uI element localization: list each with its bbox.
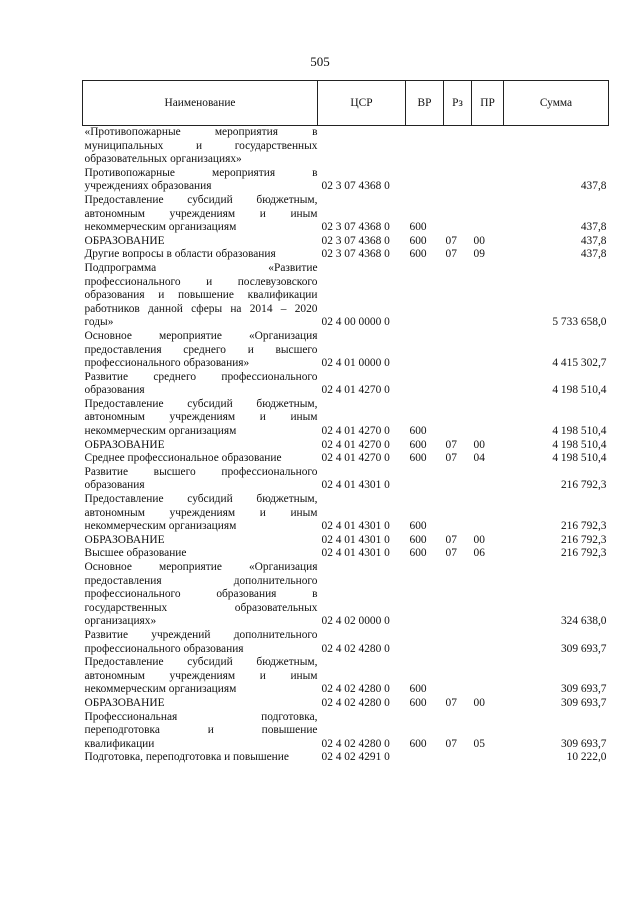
table-row xyxy=(83,398,609,439)
row-name-line: Высшее образование xyxy=(84,547,187,560)
row-amount: 4 198 510,4 xyxy=(552,425,607,438)
row-rz: 07 xyxy=(445,438,457,451)
row-amount: 4 415 302,7 xyxy=(552,357,607,370)
row-vr: 600 xyxy=(409,438,427,451)
row-pr xyxy=(472,194,504,235)
row-csr: 02 4 02 4280 0 xyxy=(321,683,390,696)
row-pr: 09 xyxy=(473,248,485,261)
row-name-line: автономным учреждениям и иным xyxy=(84,506,318,519)
row-name xyxy=(83,697,318,711)
row-amount: 324 638,0 xyxy=(560,615,607,628)
row-amount: 4 198 510,4 xyxy=(552,384,607,397)
row-rz: 07 xyxy=(445,533,457,546)
table-row xyxy=(83,167,609,194)
row-amount: 4 198 510,4 xyxy=(552,438,607,451)
row-pr: 04 xyxy=(473,452,485,465)
row-name xyxy=(83,751,318,765)
row-rz xyxy=(444,194,472,235)
header-amount: Сумма xyxy=(504,81,609,126)
row-name xyxy=(83,534,318,548)
row-csr: 02 3 07 4368 0 xyxy=(321,234,390,247)
row-csr: 02 4 01 4301 0 xyxy=(321,533,390,546)
header-pr: ПР xyxy=(472,81,504,126)
row-amount: 309 693,7 xyxy=(560,737,607,750)
row-vr: 600 xyxy=(409,452,427,465)
row-name-line: годы» xyxy=(84,316,114,329)
row-name-line: ОБРАЗОВАНИЕ xyxy=(84,696,165,709)
row-csr: 02 3 07 4368 0 xyxy=(321,248,390,261)
row-rz xyxy=(444,330,472,371)
row-pr: 00 xyxy=(473,696,485,709)
header-name: Наименование xyxy=(83,81,318,126)
row-name xyxy=(83,493,318,534)
table-row xyxy=(83,561,609,629)
row-vr xyxy=(406,371,444,398)
row-name xyxy=(83,561,318,629)
row-vr xyxy=(406,751,444,765)
header-rz: Рз xyxy=(444,81,472,126)
row-pr xyxy=(472,262,504,330)
row-rz: 07 xyxy=(445,248,457,261)
row-pr xyxy=(472,561,504,629)
row-csr: 02 4 02 4291 0 xyxy=(321,751,390,764)
row-name-line: «Противопожарные мероприятия в xyxy=(84,126,318,138)
row-amount: 216 792,3 xyxy=(560,533,607,546)
row-csr: 02 4 01 0000 0 xyxy=(321,357,390,370)
row-pr xyxy=(472,371,504,398)
row-name xyxy=(83,167,318,194)
row-csr: 02 4 00 0000 0 xyxy=(321,316,390,329)
table-header xyxy=(83,81,609,126)
row-csr: 02 4 02 4280 0 xyxy=(321,642,390,655)
row-name-line: ОБРАЗОВАНИЕ xyxy=(84,438,165,451)
table-row xyxy=(83,547,609,561)
row-vr: 600 xyxy=(409,547,427,560)
row-rz: 07 xyxy=(445,696,457,709)
row-name xyxy=(83,194,318,235)
row-name xyxy=(83,629,318,656)
row-rz xyxy=(444,751,472,765)
row-amount: 10 222,0 xyxy=(566,751,607,764)
row-amount: 437,8 xyxy=(580,221,607,234)
row-pr: 00 xyxy=(473,234,485,247)
row-name-line: образования и повышение квалификации xyxy=(84,289,318,302)
table-body xyxy=(83,126,609,765)
row-name-line: переподготовка и повышение xyxy=(84,724,318,737)
row-csr: 02 4 02 4280 0 xyxy=(321,737,390,750)
row-pr xyxy=(472,751,504,765)
row-name-line: образовательных организациях» xyxy=(84,153,242,166)
table-row xyxy=(83,656,609,697)
row-name-line: автономным учреждениям и иным xyxy=(84,669,318,682)
row-name xyxy=(83,262,318,330)
row-pr: 06 xyxy=(473,547,485,560)
row-csr: 02 3 07 4368 0 xyxy=(321,180,390,193)
row-rz xyxy=(444,629,472,656)
row-name-line: работников данной сферы на 2014 – 2020 xyxy=(84,302,318,315)
budget-table xyxy=(82,80,609,765)
row-name xyxy=(83,248,318,262)
row-pr xyxy=(472,167,504,194)
row-name-line: профессионального образования» xyxy=(84,357,250,370)
header-csr: ЦСР xyxy=(318,81,406,126)
row-name-line: автономным учреждениям и иным xyxy=(84,207,318,220)
row-name-line: Развитие высшего профессионального xyxy=(84,465,318,478)
table-row xyxy=(83,751,609,765)
row-rz xyxy=(444,126,472,167)
row-name-line: Предоставление субсидий бюджетным, xyxy=(84,656,318,669)
table-row xyxy=(83,439,609,453)
table-row xyxy=(83,330,609,371)
row-name xyxy=(83,398,318,439)
row-csr: 02 4 02 0000 0 xyxy=(321,615,390,628)
row-vr: 600 xyxy=(409,221,427,234)
row-name xyxy=(83,711,318,752)
row-name-line: Среднее профессиональное образование xyxy=(84,452,282,465)
row-csr xyxy=(318,126,406,167)
row-vr xyxy=(406,126,444,167)
row-name-line: образования xyxy=(84,384,145,397)
row-rz: 07 xyxy=(445,737,457,750)
row-amount: 437,8 xyxy=(580,248,607,261)
row-amount: 309 693,7 xyxy=(560,642,607,655)
row-name-line: муниципальных и государственных xyxy=(84,139,318,152)
table-row xyxy=(83,466,609,493)
row-name-line: Предоставление субсидий бюджетным, xyxy=(84,193,318,206)
row-name-line: ОБРАЗОВАНИЕ xyxy=(84,533,165,546)
row-name-line: Подготовка, переподготовка и повышение xyxy=(84,751,289,764)
row-rz xyxy=(444,493,472,534)
row-pr xyxy=(472,629,504,656)
row-name xyxy=(83,235,318,249)
row-vr: 600 xyxy=(409,533,427,546)
row-name-line: Основное мероприятие «Организация xyxy=(84,561,318,573)
row-name-line: ОБРАЗОВАНИЕ xyxy=(84,234,165,247)
table-row xyxy=(83,262,609,330)
row-pr xyxy=(472,126,504,167)
row-name-line: некоммерческим организациям xyxy=(84,221,237,234)
row-vr: 600 xyxy=(409,696,427,709)
row-name-line: Основное мероприятие «Организация xyxy=(84,329,318,342)
row-rz xyxy=(444,262,472,330)
row-csr: 02 4 01 4301 0 xyxy=(321,547,390,560)
row-pr xyxy=(472,656,504,697)
row-vr xyxy=(406,561,444,629)
table-row xyxy=(83,697,609,711)
row-name-line: образования xyxy=(84,479,145,492)
row-name-line: Подпрограмма «Развитие xyxy=(84,261,318,274)
row-amount: 216 792,3 xyxy=(560,547,607,560)
row-csr: 02 4 01 4270 0 xyxy=(321,384,390,397)
row-pr xyxy=(472,398,504,439)
header-vr: ВР xyxy=(406,81,444,126)
row-vr xyxy=(406,330,444,371)
row-rz xyxy=(444,561,472,629)
row-name-line: Профессиональная подготовка, xyxy=(84,710,318,723)
row-name xyxy=(83,439,318,453)
row-name xyxy=(83,371,318,398)
table-row xyxy=(83,711,609,752)
row-vr xyxy=(406,629,444,656)
row-vr: 600 xyxy=(409,520,427,533)
row-vr xyxy=(406,167,444,194)
row-rz xyxy=(444,371,472,398)
row-vr: 600 xyxy=(409,683,427,696)
row-pr xyxy=(472,466,504,493)
row-pr xyxy=(472,493,504,534)
row-name-line: предоставления дополнительного xyxy=(84,574,318,587)
row-pr: 05 xyxy=(473,737,485,750)
row-rz: 07 xyxy=(445,234,457,247)
row-name xyxy=(83,656,318,697)
row-amount: 5 733 658,0 xyxy=(552,316,607,329)
row-csr: 02 3 07 4368 0 xyxy=(321,221,390,234)
row-amount: 309 693,7 xyxy=(560,696,607,709)
row-name-line: Предоставление субсидий бюджетным, xyxy=(84,397,318,410)
table-row xyxy=(83,534,609,548)
row-vr: 600 xyxy=(409,248,427,261)
row-vr: 600 xyxy=(409,234,427,247)
table-row xyxy=(83,126,609,167)
row-name-line: учреждениях образования xyxy=(84,180,212,193)
row-pr xyxy=(472,330,504,371)
row-vr xyxy=(406,262,444,330)
row-name-line: организациях» xyxy=(84,615,157,628)
row-name-line: автономным учреждениям и иным xyxy=(84,411,318,424)
row-name-line: государственных образовательных xyxy=(84,601,318,614)
row-amount: 216 792,3 xyxy=(560,520,607,533)
row-rz: 07 xyxy=(445,452,457,465)
row-name-line: некоммерческим организациям xyxy=(84,425,237,438)
row-name xyxy=(83,452,318,466)
row-csr: 02 4 02 4280 0 xyxy=(321,696,390,709)
row-csr: 02 4 01 4270 0 xyxy=(321,438,390,451)
row-name-line: Предоставление субсидий бюджетным, xyxy=(84,493,318,506)
table-row xyxy=(83,452,609,466)
table-row xyxy=(83,235,609,249)
row-rz xyxy=(444,656,472,697)
table-row xyxy=(83,629,609,656)
row-pr: 00 xyxy=(473,533,485,546)
row-name-line: Развитие учреждений дополнительного xyxy=(84,628,318,641)
row-amount: 437,8 xyxy=(580,180,607,193)
table-row xyxy=(83,371,609,398)
row-name-line: профессионального и послевузовского xyxy=(84,275,318,288)
row-name-line: некоммерческим организациям xyxy=(84,683,237,696)
page-number: 505 xyxy=(310,54,330,69)
row-vr: 600 xyxy=(409,425,427,438)
row-name-line: профессионального образования xyxy=(84,642,244,655)
row-vr: 600 xyxy=(409,737,427,750)
row-amount: 437,8 xyxy=(580,234,607,247)
row-name-line: Развитие среднего профессионального xyxy=(84,370,318,383)
row-csr: 02 4 01 4270 0 xyxy=(321,452,390,465)
row-name xyxy=(83,126,318,167)
row-name-line: Другие вопросы в области образования xyxy=(84,248,276,261)
table-row xyxy=(83,194,609,235)
row-csr: 02 4 01 4270 0 xyxy=(321,425,390,438)
row-name-line: некоммерческим организациям xyxy=(84,520,237,533)
row-rz xyxy=(444,398,472,439)
row-amount: 216 792,3 xyxy=(560,479,607,492)
row-name xyxy=(83,466,318,493)
row-name-line: предоставления среднего и высшего xyxy=(84,343,318,356)
table-row xyxy=(83,248,609,262)
row-name xyxy=(83,547,318,561)
row-name xyxy=(83,330,318,371)
row-name-line: профессионального образования в xyxy=(84,588,318,601)
row-amount: 4 198 510,4 xyxy=(552,452,607,465)
row-amount: 309 693,7 xyxy=(560,683,607,696)
row-rz: 07 xyxy=(445,547,457,560)
row-rz xyxy=(444,466,472,493)
row-name-line: Противопожарные мероприятия в xyxy=(84,166,318,179)
row-rz xyxy=(444,167,472,194)
table-row xyxy=(83,493,609,534)
row-csr: 02 4 01 4301 0 xyxy=(321,520,390,533)
row-csr: 02 4 01 4301 0 xyxy=(321,479,390,492)
row-amount xyxy=(504,126,609,167)
row-vr xyxy=(406,466,444,493)
row-pr: 00 xyxy=(473,438,485,451)
row-name-line: квалификации xyxy=(84,737,155,750)
